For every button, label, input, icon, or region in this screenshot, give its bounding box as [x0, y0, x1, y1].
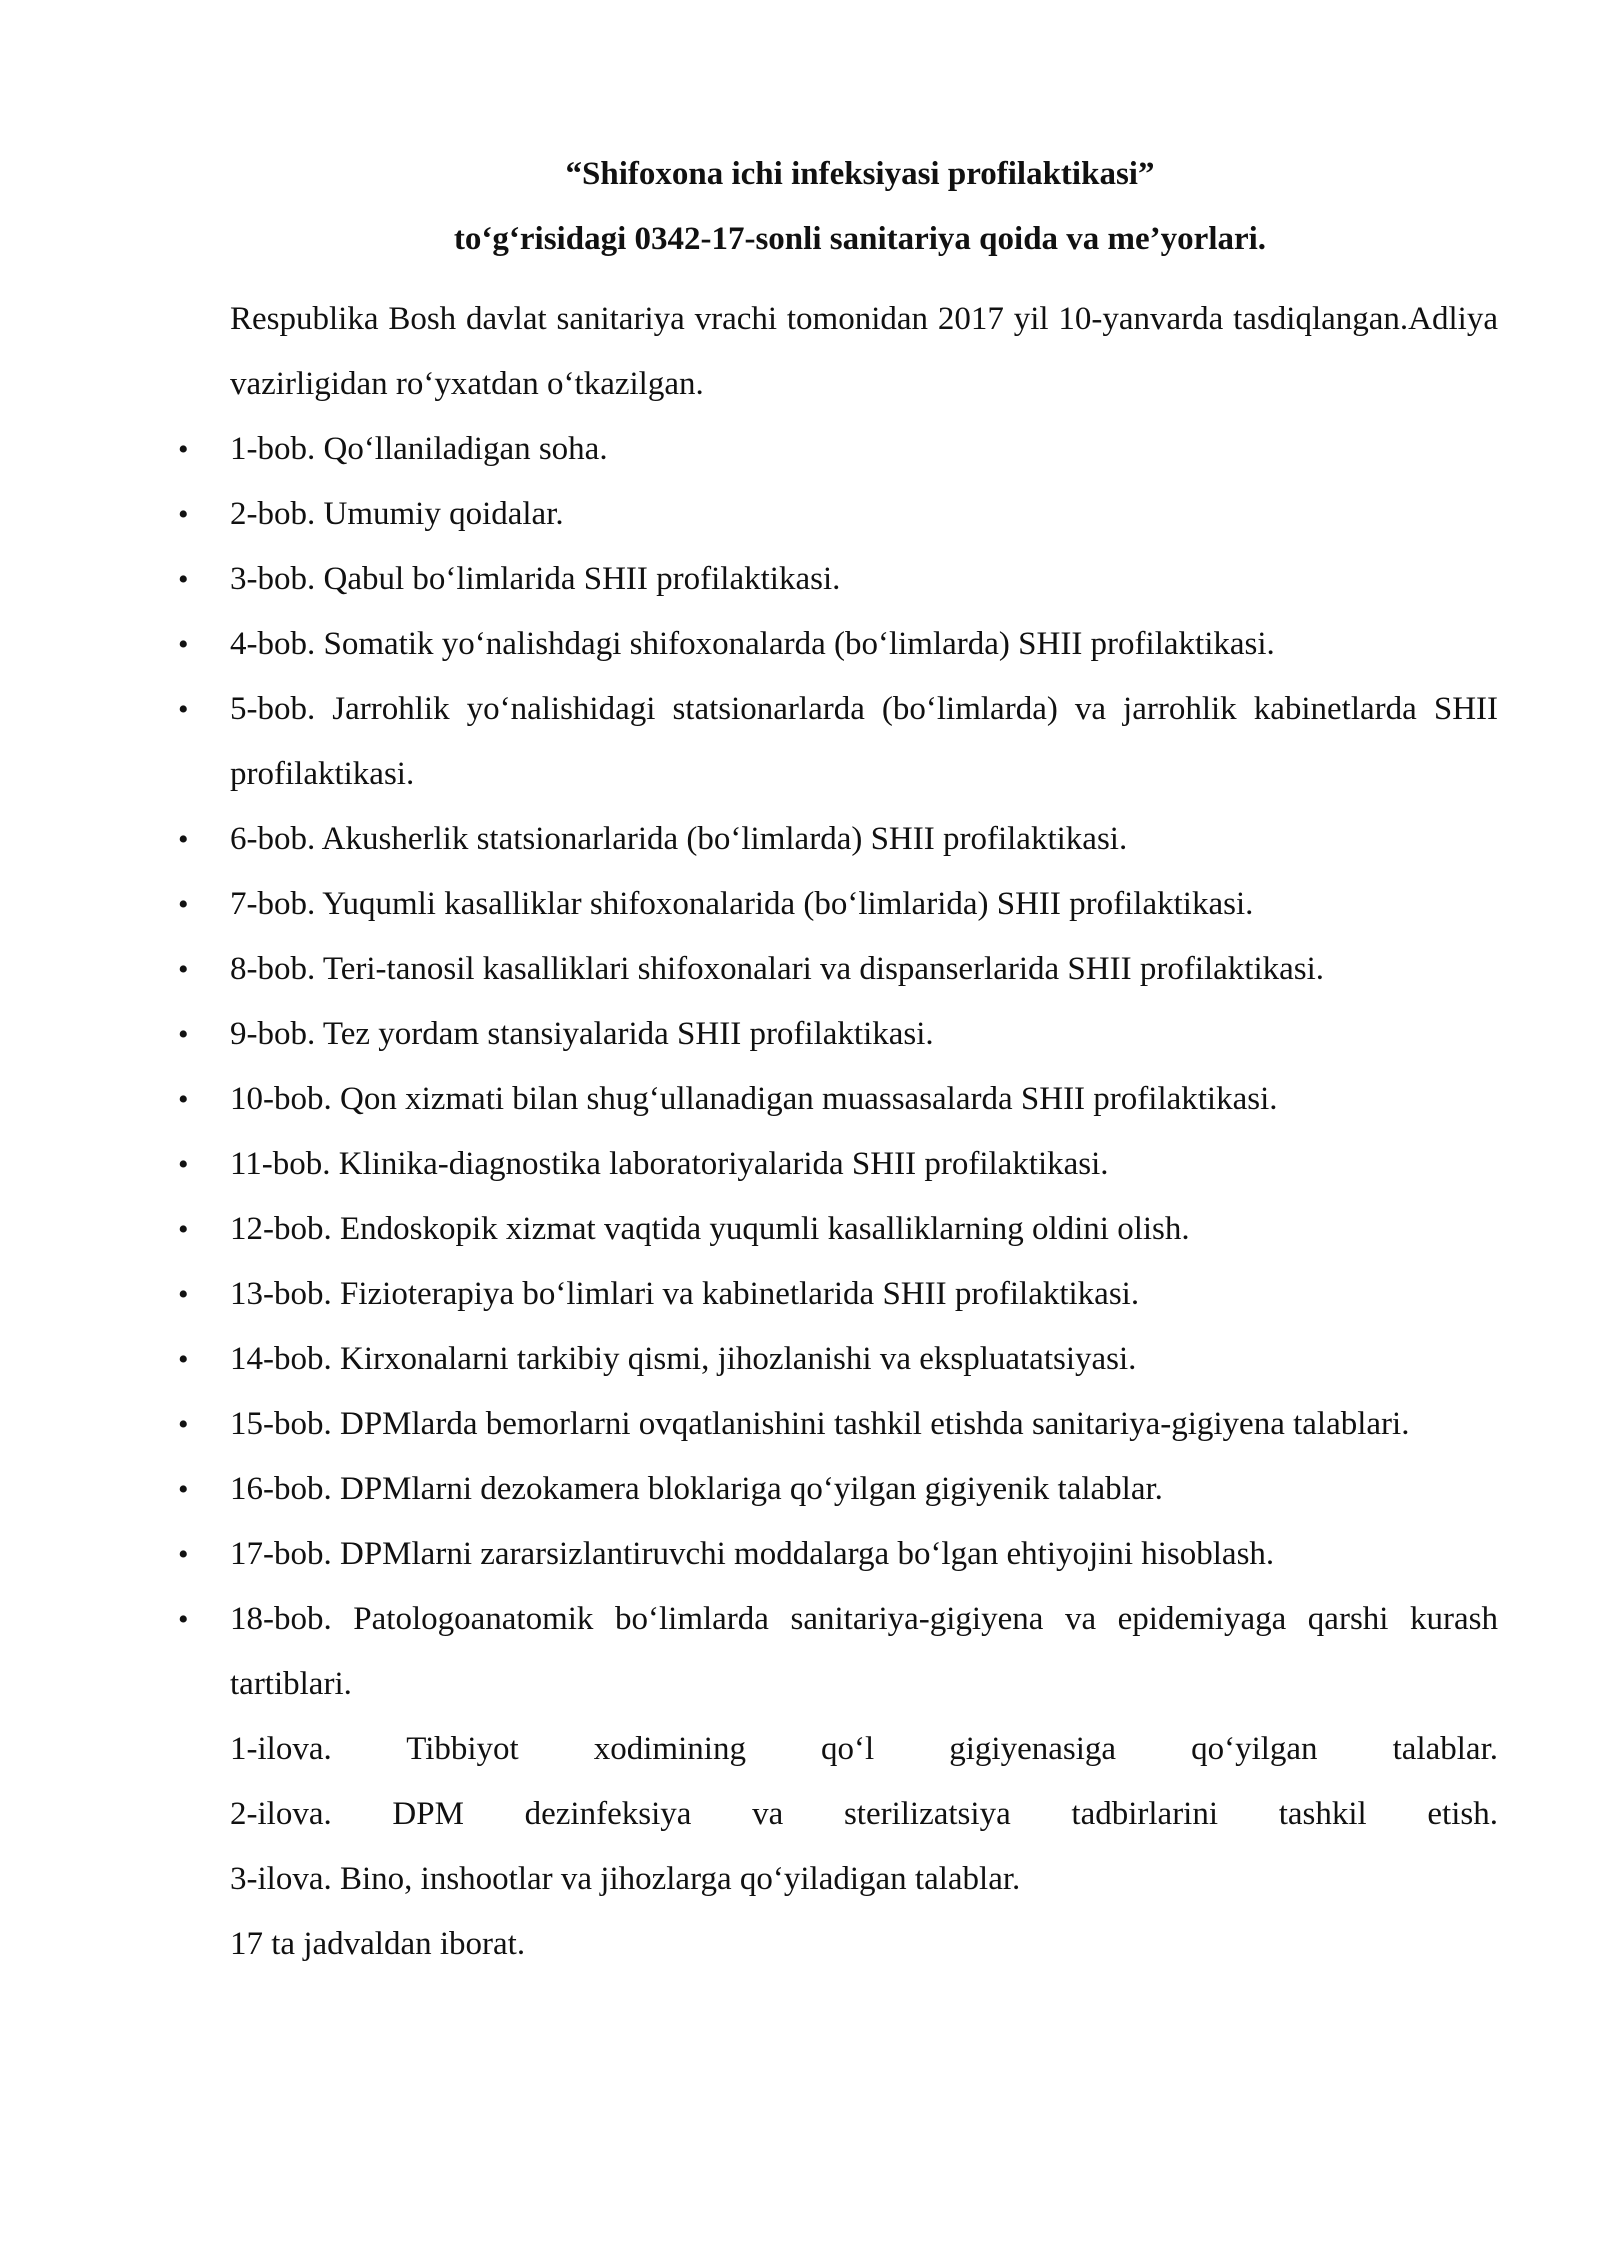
bullet-icon: • — [178, 1213, 189, 1246]
chapter-list — [178, 417, 1498, 1717]
chapter-text: 9-bob. Tez yordam stansiyalarida SHII profilaktikasi. — [230, 1016, 934, 1052]
chapter-text: 3-bob. Qabul bo‘limlarida SHII profilaktikasi. — [230, 561, 841, 597]
chapter-text: 16-bob. DPMlarni dezokamera bloklariga qo‘yilgan gigiyenik talablar. — [230, 1471, 1163, 1507]
annex-3 — [230, 1847, 1498, 1912]
list-item — [178, 1522, 1498, 1587]
chapter-text: 4-bob. Somatik yo‘nalishdagi shifoxonalarda (bo‘limlarda) SHII profilaktikasi. — [230, 626, 1275, 662]
bullet-icon: • — [178, 953, 189, 986]
bullet-icon: • — [178, 433, 189, 466]
bullet-icon: • — [178, 1343, 189, 1376]
chapter-text: 11-bob. Klinika-diagnostika laboratoriyalarida SHII profilaktikasi. — [230, 1146, 1109, 1182]
annex-3-text: 3-ilova. Bino, inshootlar va jihozlarga qo‘yiladigan talablar. — [230, 1861, 1021, 1897]
bullet-icon: • — [178, 1538, 189, 1571]
list-item — [178, 1587, 1498, 1717]
chapter-text: 6-bob. Akusherlik statsionarlarida (bo‘limlarda) SHII profilaktikasi. — [230, 821, 1128, 857]
list-item — [178, 1262, 1498, 1327]
annex-2-text: 2-ilova. DPM dezinfeksiya va sterilizatsiya tadbirlarini tashkil etish. — [230, 1796, 1498, 1832]
chapter-text: 14-bob. Kirxonalarni tarkibiy qismi, jihozlanishi va ekspluatatsiyasi. — [230, 1341, 1137, 1377]
list-item — [178, 807, 1498, 872]
list-item — [178, 872, 1498, 937]
list-item — [178, 1197, 1498, 1262]
list-item — [178, 1067, 1498, 1132]
tables-note — [230, 1912, 1498, 1977]
bullet-icon: • — [178, 1148, 189, 1181]
annex-1 — [230, 1717, 1498, 1782]
list-item — [178, 1327, 1498, 1392]
bullet-icon: • — [178, 1603, 189, 1636]
chapter-text: 8-bob. Teri-tanosil kasalliklari shifoxonalari va dispanserlarida SHII profilaktikasi. — [230, 951, 1325, 987]
tables-note-text: 17 ta jadvaldan iborat. — [230, 1926, 526, 1962]
bullet-icon: • — [178, 1473, 189, 1506]
document-title-line-2: to‘g‘risidagi 0342-17-sonli sanitariya qoida va me’yorlari. — [453, 221, 1267, 257]
bullet-icon: • — [178, 693, 189, 726]
list-item — [178, 1132, 1498, 1197]
chapter-text: 10-bob. Qon xizmati bilan shug‘ullanadigan muassasalarda SHII profilaktikasi. — [230, 1081, 1278, 1117]
list-item — [178, 937, 1498, 1002]
bullet-icon: • — [178, 498, 189, 531]
bullet-icon: • — [178, 563, 189, 596]
chapter-text: 12-bob. Endoskopik xizmat vaqtida yuqumli kasalliklarning oldini olish. — [230, 1211, 1190, 1247]
intro-paragraph: Respublika Bosh davlat sanitariya vrachi tomonidan 2017 yil 10-yanvarda tasdiqlangan.Adliya vazirligidan ro‘yxatdan o‘tkazilgan. — [230, 301, 1498, 402]
chapter-text: 2-bob. Umumiy qoidalar. — [230, 496, 564, 532]
chapter-text: 7-bob. Yuqumli kasalliklar shifoxonalarida (bo‘limlarida) SHII profilaktikasi. — [230, 886, 1254, 922]
list-item — [178, 612, 1498, 677]
list-item — [178, 1002, 1498, 1067]
annex-2 — [230, 1782, 1498, 1847]
list-item — [178, 482, 1498, 547]
list-item — [178, 1392, 1498, 1457]
bullet-icon: • — [178, 628, 189, 661]
bullet-icon: • — [178, 888, 189, 921]
list-item — [178, 417, 1498, 482]
chapter-text: 15-bob. DPMlarda bemorlarni ovqatlanishini tashkil etishda sanitariya-gigiyena talablari. — [230, 1406, 1410, 1442]
bullet-icon: • — [178, 823, 189, 856]
chapter-text: 18-bob. Patologoanatomik bo‘limlarda sanitariya-gigiyena va epidemiyaga qarshi kurash tartiblari. — [230, 1601, 1498, 1702]
document-body — [178, 287, 1498, 1977]
bullet-icon: • — [178, 1278, 189, 1311]
list-item — [178, 677, 1498, 807]
annex-1-text: 1-ilova. Tibbiyot xodimining qo‘l gigiyenasiga qo‘yilgan talablar. — [230, 1731, 1498, 1767]
chapter-text: 17-bob. DPMlarni zararsizlantiruvchi moddalarga bo‘lgan ehtiyojini hisoblash. — [230, 1536, 1275, 1572]
bullet-icon: • — [178, 1018, 189, 1051]
list-item — [178, 1457, 1498, 1522]
chapter-text: 1-bob. Qo‘llaniladigan soha. — [230, 431, 608, 467]
bullet-icon: • — [178, 1408, 189, 1441]
bullet-icon: • — [178, 1083, 189, 1116]
list-item — [178, 547, 1498, 612]
chapter-text: 5-bob. Jarrohlik yo‘nalishidagi statsionarlarda (bo‘limlarda) va jarrohlik kabinetlarda SHII profilaktikasi. — [230, 691, 1498, 792]
document-title-line-1: “Shifoxona ichi infeksiyasi profilaktikasi” — [565, 156, 1155, 192]
chapter-text: 13-bob. Fizioterapiya bo‘limlari va kabinetlarida SHII profilaktikasi. — [230, 1276, 1140, 1312]
